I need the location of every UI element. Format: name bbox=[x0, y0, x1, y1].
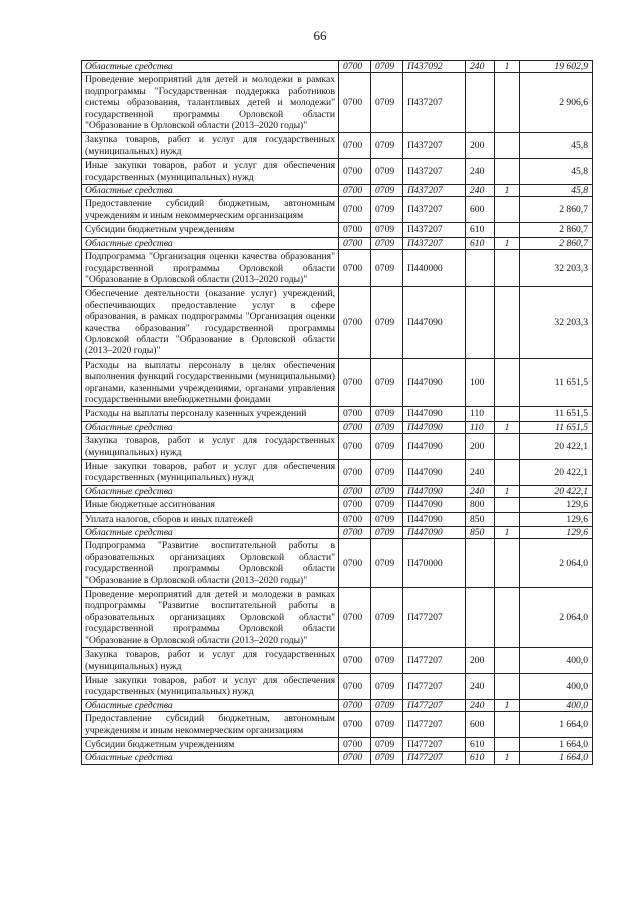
subsection-code-cell: 0709 bbox=[371, 699, 403, 711]
funding-source-cell bbox=[495, 287, 520, 358]
amount-cell: 400,0 bbox=[520, 648, 593, 674]
subsection-code-cell: 0709 bbox=[371, 250, 403, 287]
expense-type-cell: 240 bbox=[466, 185, 495, 197]
subsection-code-cell: 0709 bbox=[371, 237, 403, 249]
target-article-cell: П437207 bbox=[403, 73, 466, 133]
expense-type-cell: 240 bbox=[466, 673, 495, 699]
section-code-cell: 0700 bbox=[339, 512, 371, 526]
subsection-code-cell: 0709 bbox=[371, 358, 403, 407]
expense-type-cell: 610 bbox=[466, 237, 495, 249]
funding-source-cell bbox=[495, 460, 520, 486]
amount-cell: 2 860,7 bbox=[520, 197, 593, 223]
subsection-code-cell: 0709 bbox=[371, 673, 403, 699]
expense-type-cell: 200 bbox=[466, 648, 495, 674]
table-row bbox=[82, 498, 593, 512]
funding-source-cell bbox=[495, 434, 520, 460]
amount-cell: 20 422,1 bbox=[520, 434, 593, 460]
expense-type-cell: 850 bbox=[466, 512, 495, 526]
table-row-regional-funds bbox=[82, 699, 593, 711]
expense-name-cell: Иные закупки товаров, работ и услуг для обеспечения государственных (муниципальных) нужд bbox=[82, 673, 339, 699]
funding-source-cell bbox=[495, 512, 520, 526]
table-row bbox=[82, 588, 593, 648]
funding-source-cell bbox=[495, 498, 520, 512]
table-row-regional-funds bbox=[82, 421, 593, 433]
target-article-cell: П447090 bbox=[403, 460, 466, 486]
expense-type-cell: 240 bbox=[466, 485, 495, 497]
target-article-cell: П447090 bbox=[403, 434, 466, 460]
expense-name-cell: Областные средства bbox=[82, 527, 339, 539]
table-row bbox=[82, 460, 593, 486]
funding-source-cell bbox=[495, 673, 520, 699]
expense-name-cell: Обеспечение деятельности (оказание услуг) учреждений, обеспечивающих предоставление услуг в сфере образования, в рамках подпрограммы "Организация оценки качества образования" государственной программы Орловской области "Образование в Орловской области (2013–2020 годы)" bbox=[82, 287, 339, 358]
section-code-cell: 0700 bbox=[339, 61, 371, 73]
expense-type-cell bbox=[466, 287, 495, 358]
expense-name-cell: Расходы на выплаты персоналу в целях обеспечения выполнения функций государственными (муниципальными) органами, казенными учреждениями, органами управления государственными внебюджетными фондами bbox=[82, 358, 339, 407]
section-code-cell: 0700 bbox=[339, 498, 371, 512]
target-article-cell: П447090 bbox=[403, 421, 466, 433]
section-code-cell: 0700 bbox=[339, 434, 371, 460]
target-article-cell: П477207 bbox=[403, 712, 466, 738]
expense-type-cell: 110 bbox=[466, 407, 495, 421]
expense-name-cell: Подпрограмма "Развитие воспитательной работы в образовательных организациях Орловской области" государственной программы Орловской области "Образование в Орловской области (2013–2020 годы)" bbox=[82, 539, 339, 588]
table-row-regional-funds bbox=[82, 527, 593, 539]
amount-cell: 19 602,9 bbox=[520, 61, 593, 73]
section-code-cell: 0700 bbox=[339, 250, 371, 287]
section-code-cell: 0700 bbox=[339, 407, 371, 421]
target-article-cell: П447090 bbox=[403, 512, 466, 526]
funding-source-cell bbox=[495, 133, 520, 159]
table-row bbox=[82, 250, 593, 287]
section-code-cell: 0700 bbox=[339, 539, 371, 588]
funding-source-cell: 1 bbox=[495, 61, 520, 73]
funding-source-cell bbox=[495, 197, 520, 223]
section-code-cell: 0700 bbox=[339, 159, 371, 185]
amount-cell: 11 651,5 bbox=[520, 407, 593, 421]
table-row bbox=[82, 223, 593, 237]
target-article-cell: П477207 bbox=[403, 737, 466, 751]
expense-name-cell: Областные средства bbox=[82, 61, 339, 73]
section-code-cell: 0700 bbox=[339, 460, 371, 486]
funding-source-cell bbox=[495, 712, 520, 738]
funding-source-cell bbox=[495, 159, 520, 185]
expense-name-cell: Областные средства bbox=[82, 421, 339, 433]
section-code-cell: 0700 bbox=[339, 358, 371, 407]
funding-source-cell bbox=[495, 648, 520, 674]
amount-cell: 2 064,0 bbox=[520, 539, 593, 588]
amount-cell: 45,8 bbox=[520, 185, 593, 197]
funding-source-cell bbox=[495, 737, 520, 751]
expense-name-cell: Иные закупки товаров, работ и услуг для обеспечения государственных (муниципальных) нужд bbox=[82, 159, 339, 185]
expense-type-cell: 610 bbox=[466, 752, 495, 764]
amount-cell: 2 860,7 bbox=[520, 237, 593, 249]
funding-source-cell bbox=[495, 588, 520, 648]
target-article-cell: П470000 bbox=[403, 539, 466, 588]
section-code-cell: 0700 bbox=[339, 485, 371, 497]
target-article-cell: П437092 bbox=[403, 61, 466, 73]
section-code-cell: 0700 bbox=[339, 133, 371, 159]
expense-name-cell: Предоставление субсидий бюджетным, автономным учреждениям и иным некоммерческим организациям bbox=[82, 712, 339, 738]
table-row bbox=[82, 197, 593, 223]
expense-name-cell: Областные средства bbox=[82, 237, 339, 249]
subsection-code-cell: 0709 bbox=[371, 421, 403, 433]
table-row bbox=[82, 159, 593, 185]
expense-name-cell: Закупка товаров, работ и услуг для государственных (муниципальных) нужд bbox=[82, 434, 339, 460]
amount-cell: 20 422,1 bbox=[520, 485, 593, 497]
section-code-cell: 0700 bbox=[339, 73, 371, 133]
funding-source-cell: 1 bbox=[495, 752, 520, 764]
funding-source-cell bbox=[495, 539, 520, 588]
subsection-code-cell: 0709 bbox=[371, 223, 403, 237]
expense-type-cell bbox=[466, 250, 495, 287]
funding-source-cell bbox=[495, 407, 520, 421]
table-row bbox=[82, 73, 593, 133]
target-article-cell: П437207 bbox=[403, 197, 466, 223]
target-article-cell: П477207 bbox=[403, 648, 466, 674]
subsection-code-cell: 0709 bbox=[371, 434, 403, 460]
expense-type-cell: 240 bbox=[466, 61, 495, 73]
table-row bbox=[82, 648, 593, 674]
amount-cell: 400,0 bbox=[520, 673, 593, 699]
section-code-cell: 0700 bbox=[339, 737, 371, 751]
target-article-cell: П477207 bbox=[403, 673, 466, 699]
amount-cell: 32 203,3 bbox=[520, 250, 593, 287]
table-row bbox=[82, 434, 593, 460]
subsection-code-cell: 0709 bbox=[371, 159, 403, 185]
amount-cell: 2 860,7 bbox=[520, 223, 593, 237]
section-code-cell: 0700 bbox=[339, 588, 371, 648]
section-code-cell: 0700 bbox=[339, 699, 371, 711]
amount-cell: 400,0 bbox=[520, 699, 593, 711]
target-article-cell: П437207 bbox=[403, 133, 466, 159]
subsection-code-cell: 0709 bbox=[371, 648, 403, 674]
subsection-code-cell: 0709 bbox=[371, 485, 403, 497]
target-article-cell: П447090 bbox=[403, 287, 466, 358]
expense-type-cell: 610 bbox=[466, 223, 495, 237]
subsection-code-cell: 0709 bbox=[371, 73, 403, 133]
expense-name-cell: Закупка товаров, работ и услуг для государственных (муниципальных) нужд bbox=[82, 133, 339, 159]
subsection-code-cell: 0709 bbox=[371, 737, 403, 751]
section-code-cell: 0700 bbox=[339, 421, 371, 433]
table-row bbox=[82, 133, 593, 159]
expense-name-cell: Проведение мероприятий для детей и молодежи в рамках подпрограммы "Государственная поддержка работников системы образования, талантливых детей и молодежи" государственной программы Орловской области "Образование в Орловской области (2013–2020 годы)" bbox=[82, 73, 339, 133]
amount-cell: 45,8 bbox=[520, 159, 593, 185]
target-article-cell: П477207 bbox=[403, 588, 466, 648]
table-row bbox=[82, 407, 593, 421]
subsection-code-cell: 0709 bbox=[371, 539, 403, 588]
section-code-cell: 0700 bbox=[339, 673, 371, 699]
budget-table bbox=[81, 60, 593, 765]
table-row bbox=[82, 712, 593, 738]
subsection-code-cell: 0709 bbox=[371, 752, 403, 764]
target-article-cell: П447090 bbox=[403, 407, 466, 421]
page-number: 66 bbox=[313, 28, 327, 43]
amount-cell: 20 422,1 bbox=[520, 460, 593, 486]
expense-type-cell: 200 bbox=[466, 434, 495, 460]
expense-type-cell: 850 bbox=[466, 527, 495, 539]
funding-source-cell: 1 bbox=[495, 185, 520, 197]
expense-name-cell: Предоставление субсидий бюджетным, автономным учреждениям и иным некоммерческим организациям bbox=[82, 197, 339, 223]
expense-name-cell: Областные средства bbox=[82, 485, 339, 497]
funding-source-cell: 1 bbox=[495, 237, 520, 249]
table-row-regional-funds bbox=[82, 185, 593, 197]
subsection-code-cell: 0709 bbox=[371, 287, 403, 358]
subsection-code-cell: 0709 bbox=[371, 527, 403, 539]
expense-type-cell bbox=[466, 588, 495, 648]
expense-type-cell: 200 bbox=[466, 133, 495, 159]
funding-source-cell bbox=[495, 223, 520, 237]
subsection-code-cell: 0709 bbox=[371, 133, 403, 159]
section-code-cell: 0700 bbox=[339, 712, 371, 738]
table-row-regional-funds bbox=[82, 752, 593, 764]
expense-type-cell: 240 bbox=[466, 159, 495, 185]
expense-type-cell: 800 bbox=[466, 498, 495, 512]
table-row bbox=[82, 512, 593, 526]
subsection-code-cell: 0709 bbox=[371, 498, 403, 512]
subsection-code-cell: 0709 bbox=[371, 512, 403, 526]
subsection-code-cell: 0709 bbox=[371, 185, 403, 197]
amount-cell: 1 664,0 bbox=[520, 737, 593, 751]
subsection-code-cell: 0709 bbox=[371, 460, 403, 486]
amount-cell: 11 651,5 bbox=[520, 358, 593, 407]
amount-cell: 2 064,0 bbox=[520, 588, 593, 648]
section-code-cell: 0700 bbox=[339, 287, 371, 358]
amount-cell: 1 664,0 bbox=[520, 752, 593, 764]
table-row-regional-funds bbox=[82, 485, 593, 497]
expense-type-cell bbox=[466, 539, 495, 588]
expense-type-cell: 240 bbox=[466, 699, 495, 711]
target-article-cell: П447090 bbox=[403, 485, 466, 497]
funding-source-cell: 1 bbox=[495, 421, 520, 433]
table-row bbox=[82, 673, 593, 699]
subsection-code-cell: 0709 bbox=[371, 61, 403, 73]
expense-type-cell: 600 bbox=[466, 197, 495, 223]
target-article-cell: П437207 bbox=[403, 159, 466, 185]
expense-name-cell: Проведение мероприятий для детей и молодежи в рамках подпрограммы "Развитие воспитательной работы в образовательных организациях Орловской области" государственной программы Орловской области "Образование в Орловской области (2013–2020 годы)" bbox=[82, 588, 339, 648]
amount-cell: 11 651,5 bbox=[520, 421, 593, 433]
target-article-cell: П437207 bbox=[403, 237, 466, 249]
target-article-cell: П447090 bbox=[403, 498, 466, 512]
expense-name-cell: Расходы на выплаты персоналу казенных учреждений bbox=[82, 407, 339, 421]
funding-source-cell: 1 bbox=[495, 699, 520, 711]
section-code-cell: 0700 bbox=[339, 237, 371, 249]
amount-cell: 129,6 bbox=[520, 527, 593, 539]
funding-source-cell: 1 bbox=[495, 485, 520, 497]
amount-cell: 2 906,6 bbox=[520, 73, 593, 133]
expense-name-cell: Закупка товаров, работ и услуг для государственных (муниципальных) нужд bbox=[82, 648, 339, 674]
expense-name-cell: Иные бюджетные ассигнования bbox=[82, 498, 339, 512]
expense-type-cell: 240 bbox=[466, 460, 495, 486]
section-code-cell: 0700 bbox=[339, 752, 371, 764]
amount-cell: 129,6 bbox=[520, 498, 593, 512]
target-article-cell: П440000 bbox=[403, 250, 466, 287]
target-article-cell: П447090 bbox=[403, 358, 466, 407]
expense-name-cell: Областные средства bbox=[82, 699, 339, 711]
table-row bbox=[82, 539, 593, 588]
target-article-cell: П477207 bbox=[403, 699, 466, 711]
expense-name-cell: Иные закупки товаров, работ и услуг для обеспечения государственных (муниципальных) нужд bbox=[82, 460, 339, 486]
amount-cell: 129,6 bbox=[520, 512, 593, 526]
expense-name-cell: Субсидии бюджетным учреждениям bbox=[82, 223, 339, 237]
target-article-cell: П477207 bbox=[403, 752, 466, 764]
expense-type-cell: 600 bbox=[466, 712, 495, 738]
table-row-regional-funds bbox=[82, 237, 593, 249]
subsection-code-cell: 0709 bbox=[371, 588, 403, 648]
section-code-cell: 0700 bbox=[339, 527, 371, 539]
section-code-cell: 0700 bbox=[339, 197, 371, 223]
expense-type-cell bbox=[466, 73, 495, 133]
table-row-regional-funds bbox=[82, 61, 593, 73]
section-code-cell: 0700 bbox=[339, 185, 371, 197]
section-code-cell: 0700 bbox=[339, 223, 371, 237]
table-row bbox=[82, 358, 593, 407]
expense-type-cell: 100 bbox=[466, 358, 495, 407]
budget-table-body bbox=[82, 61, 593, 765]
expense-name-cell: Подпрограмма "Организация оценки качества образования" государственной программы Орловской области "Образование в Орловской области (2013–2020 годы)" bbox=[82, 250, 339, 287]
funding-source-cell bbox=[495, 250, 520, 287]
target-article-cell: П437207 bbox=[403, 185, 466, 197]
amount-cell: 32 203,3 bbox=[520, 287, 593, 358]
funding-source-cell: 1 bbox=[495, 527, 520, 539]
funding-source-cell bbox=[495, 73, 520, 133]
expense-type-cell: 110 bbox=[466, 421, 495, 433]
expense-name-cell: Областные средства bbox=[82, 185, 339, 197]
subsection-code-cell: 0709 bbox=[371, 197, 403, 223]
table-row bbox=[82, 737, 593, 751]
amount-cell: 1 664,0 bbox=[520, 712, 593, 738]
target-article-cell: П447090 bbox=[403, 527, 466, 539]
subsection-code-cell: 0709 bbox=[371, 407, 403, 421]
expense-name-cell: Областные средства bbox=[82, 752, 339, 764]
section-code-cell: 0700 bbox=[339, 648, 371, 674]
expense-name-cell: Субсидии бюджетным учреждениям bbox=[82, 737, 339, 751]
target-article-cell: П437207 bbox=[403, 223, 466, 237]
expense-name-cell: Уплата налогов, сборов и иных платежей bbox=[82, 512, 339, 526]
funding-source-cell bbox=[495, 358, 520, 407]
table-row bbox=[82, 287, 593, 358]
subsection-code-cell: 0709 bbox=[371, 712, 403, 738]
expense-type-cell: 610 bbox=[466, 737, 495, 751]
amount-cell: 45,8 bbox=[520, 133, 593, 159]
